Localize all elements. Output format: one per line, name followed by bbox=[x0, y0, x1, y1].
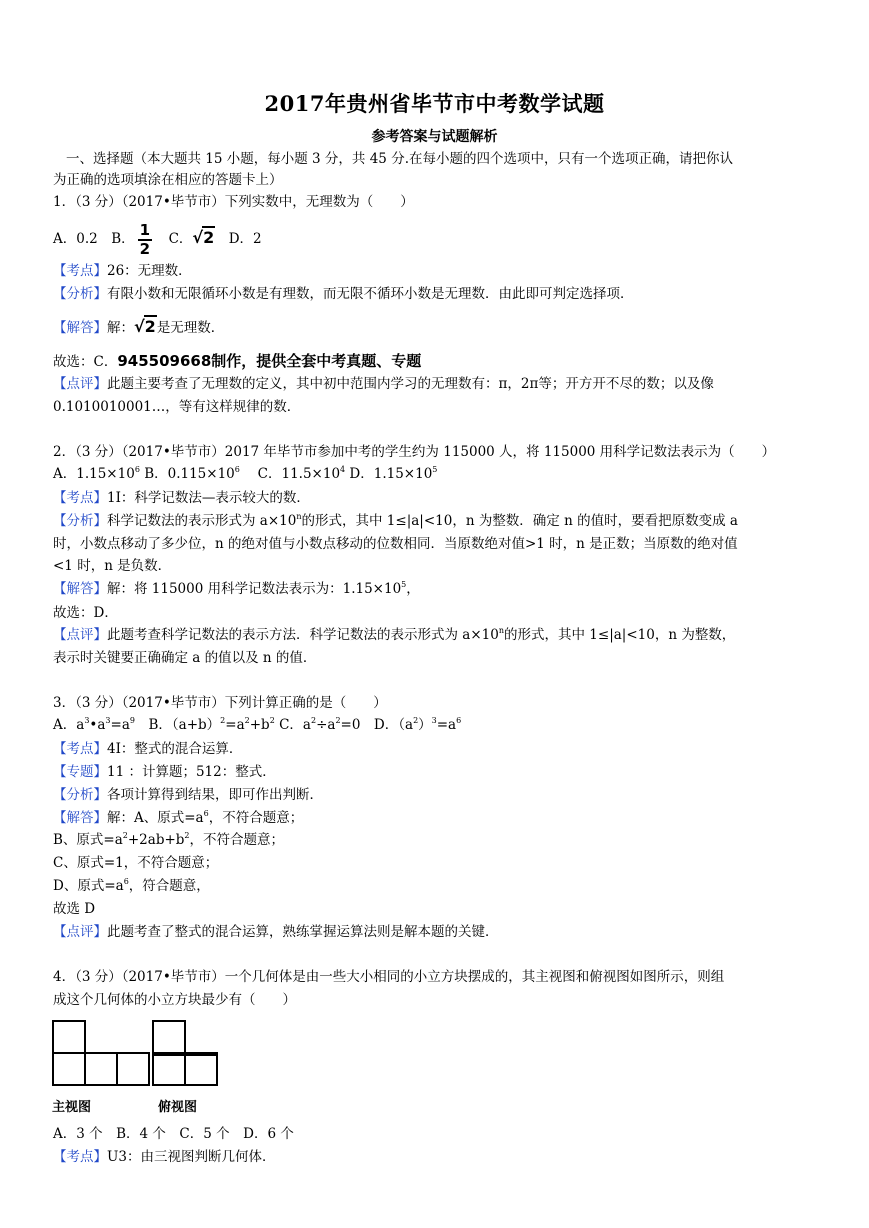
exponent: 5 bbox=[401, 580, 407, 589]
q2-kaodian bbox=[53, 489, 310, 507]
section-intro-line-1: 一、选择题（本大题共 15 小题，每小题 3 分，共 45 分.在每小题的四个选项中，只有一个选项正确，请把你认 bbox=[66, 151, 733, 167]
zhuanti-text: 11 ：计算题；512：整式． bbox=[107, 764, 276, 780]
q1-dianping-line-1 bbox=[53, 375, 714, 393]
exponent: 6 bbox=[203, 809, 209, 818]
exponent: 5 bbox=[432, 465, 438, 474]
exponent: 9 bbox=[129, 716, 135, 725]
page-subtitle: 参考答案与试题解析 bbox=[371, 129, 498, 145]
section-intro-line-2: 为正确的选项填涂在相应的答题卡上） bbox=[53, 172, 283, 188]
sqrt-symbol: √ bbox=[192, 228, 204, 247]
fenxi-tag: 【分析】 bbox=[53, 286, 107, 302]
q1-stem: 1．（3 分）（2017•毕节市）下列实数中，无理数为（ ） bbox=[53, 194, 414, 210]
q2-fenxi-line-2: 时，小数点移动了多少位，n 的绝对值与小数点移动的位数相同．当原数绝对值>1 时，n 是正数；当原数的绝对值 bbox=[53, 536, 738, 552]
q1-dianping-line-2: 0.1010010001…，等有这样规律的数． bbox=[53, 399, 301, 415]
q3-jieda-c: C、原式=1，不符合题意； bbox=[53, 855, 219, 871]
kaodian-tag: 【考点】 bbox=[53, 1149, 107, 1165]
q2-option-a: A．1.15×10 bbox=[53, 466, 135, 482]
q2-dianping-line-1 bbox=[53, 626, 735, 644]
dianping-text-cont: 的形式，其中 1≤|a|<10，n 为整数， bbox=[504, 627, 736, 643]
jieda-d-text: D、原式=a bbox=[53, 878, 124, 894]
q1-sqrt bbox=[192, 218, 215, 258]
q3-dianping bbox=[53, 923, 499, 941]
fenxi-text: 科学记数法的表示形式为 a×10 bbox=[107, 513, 297, 529]
q2-stem: 2．（3 分）（2017•毕节市）2017 年毕节市参加中考的学生约为 115000 人，将 115000 用科学记数法表示为（ ） bbox=[53, 444, 776, 460]
exponent: 2 bbox=[184, 831, 190, 840]
q2-fenxi-line-1 bbox=[53, 512, 738, 530]
fenxi-text: 有限小数和无限循环小数是有理数，而无限不循环小数是无理数．由此即可判定选择项． bbox=[107, 286, 634, 302]
jieda-suffix: 是无理数． bbox=[156, 320, 225, 336]
q3-choose: 故选 D bbox=[53, 901, 96, 917]
q3-fenxi bbox=[53, 786, 323, 804]
cube-square bbox=[52, 1052, 86, 1086]
q4-stem-line-2: 成这个几何体的小立方块最少有（ ） bbox=[53, 992, 296, 1008]
q3-zhuanti bbox=[53, 763, 276, 781]
q3-jieda-b bbox=[53, 831, 284, 849]
fraction-numerator: 1 bbox=[139, 220, 151, 239]
q3-option-text: ÷a bbox=[316, 717, 336, 733]
jieda-tag: 【解答】 bbox=[53, 320, 107, 336]
exponent: 2 bbox=[413, 716, 419, 725]
jieda-b-text: +2ab+b bbox=[127, 832, 185, 848]
jieda-sqrt bbox=[134, 318, 157, 336]
q2-choose: 故选：D． bbox=[53, 605, 118, 621]
exponent: 4 bbox=[340, 465, 346, 474]
jieda-d-text: ，符合题意， bbox=[128, 878, 210, 894]
main-view-caption: 主视图 bbox=[52, 1100, 92, 1115]
q2-option-d: D．1.15×10 bbox=[345, 466, 433, 482]
jieda-text: 解：将 115000 用科学记数法表示为：1.15×10 bbox=[107, 581, 402, 597]
q4-kaodian bbox=[53, 1148, 275, 1166]
jieda-b-text: ，不符合题意； bbox=[189, 832, 285, 848]
sqrt-symbol: √ bbox=[134, 317, 145, 336]
exponent: n bbox=[296, 512, 302, 521]
q2-jieda bbox=[53, 580, 420, 598]
q3-option-text: =a bbox=[110, 717, 130, 733]
exponent: 3 bbox=[84, 716, 90, 725]
jieda-prefix: 解： bbox=[107, 320, 134, 336]
fenxi-tag: 【分析】 bbox=[53, 787, 107, 803]
jieda-text: 解：A、原式=a bbox=[107, 810, 204, 826]
q2-options bbox=[53, 465, 437, 483]
q3-option-text: =a bbox=[225, 717, 245, 733]
exponent: 2 bbox=[310, 716, 317, 725]
exponent: 2 bbox=[244, 716, 250, 725]
cube-square bbox=[52, 1020, 86, 1054]
q3-stem: 3．（3 分）（2017•毕节市）下列计算正确的是（ ） bbox=[53, 695, 387, 711]
kaodian-text: 26：无理数． bbox=[107, 263, 192, 279]
kaodian-tag: 【考点】 bbox=[53, 490, 107, 506]
exponent: 3 bbox=[105, 716, 111, 725]
q3-option-text: +b bbox=[249, 717, 270, 733]
cube-square bbox=[184, 1054, 218, 1086]
fenxi-text: 各项计算得到结果，即可作出判断． bbox=[107, 787, 323, 803]
q3-jieda-d bbox=[53, 877, 210, 895]
exponent: 2 bbox=[122, 831, 128, 840]
q3-option-text: ） bbox=[418, 717, 432, 733]
q3-option-text: •a bbox=[89, 717, 106, 733]
jieda-tag: 【解答】 bbox=[53, 810, 107, 826]
choose-text: 故选：C． bbox=[53, 354, 118, 370]
exponent: 6 bbox=[456, 716, 462, 725]
q3-options bbox=[53, 716, 461, 734]
exponent: 2 bbox=[220, 716, 226, 725]
q4-options: A．3 个 B．4 个 C．5 个 D．6 个 bbox=[53, 1126, 294, 1142]
kaodian-text: U3：由三视图判断几何体． bbox=[107, 1149, 276, 1165]
jieda-text-cont: ，不符合题意； bbox=[208, 810, 304, 826]
sqrt-radicand: 2 bbox=[203, 228, 215, 247]
q1-option-c: C． bbox=[155, 231, 193, 247]
exponent: n bbox=[498, 626, 504, 635]
zhuanti-tag: 【专题】 bbox=[53, 764, 107, 780]
q1-choose bbox=[53, 352, 421, 371]
q4-stem-line-1: 4．（3 分）（2017•毕节市）一个几何体是由一些大小相同的小立方块摆成的，其主视图和俯视图如图所示，则组 bbox=[53, 969, 725, 985]
exponent: 6 bbox=[234, 465, 240, 474]
fenxi-tag: 【分析】 bbox=[53, 513, 107, 529]
q2-option-c: C．11.5×10 bbox=[239, 466, 341, 482]
q3-option-text: C．a bbox=[274, 717, 311, 733]
cube-square bbox=[152, 1054, 186, 1086]
dianping-text: 此题考查了整式的混合运算，熟练掌握运算法则是解本题的关键． bbox=[107, 924, 499, 940]
q2-fenxi-line-3: <1 时，n 是负数． bbox=[53, 558, 172, 574]
top-view-caption: 俯视图 bbox=[158, 1100, 198, 1115]
cube-square bbox=[152, 1020, 186, 1054]
kaodian-text: 1I：科学记数法—表示较大的数． bbox=[107, 490, 310, 506]
dianping-text: 此题主要考查了无理数的定义，其中初中范围内学习的无理数有：π，2π等；开方开不尽的数；以及像 bbox=[107, 376, 714, 392]
cube-square bbox=[84, 1052, 118, 1086]
fraction-denominator: 2 bbox=[139, 239, 151, 258]
dianping-text: 此题考查科学记数法的表示方法．科学记数法的表示形式为 a×10 bbox=[107, 627, 499, 643]
q1-option-d: D．2 bbox=[215, 231, 262, 247]
exponent: 6 bbox=[123, 877, 129, 886]
exponent: 2 bbox=[269, 716, 275, 725]
q1-kaodian bbox=[53, 262, 192, 280]
q3-kaodian bbox=[53, 740, 242, 758]
jieda-text-cont: ， bbox=[406, 581, 420, 597]
exponent: 3 bbox=[431, 716, 437, 725]
promo-text: 945509668制作，提供全套中考真题、专题 bbox=[117, 352, 422, 370]
kaodian-text: 4I：整式的混合运算． bbox=[107, 741, 243, 757]
q1-jieda bbox=[53, 318, 224, 337]
q1-options bbox=[53, 218, 262, 258]
dianping-tag: 【点评】 bbox=[53, 627, 107, 643]
fenxi-text-cont: 的形式，其中 1≤|a|<10，n 为整数．确定 n 的值时，要看把原数变成 a bbox=[301, 513, 738, 529]
exponent: 6 bbox=[134, 465, 140, 474]
jieda-b-text: B、原式=a bbox=[53, 832, 123, 848]
q1-fraction bbox=[138, 222, 152, 258]
dianping-tag: 【点评】 bbox=[53, 376, 107, 392]
q3-option-text: =a bbox=[436, 717, 457, 733]
q2-option-b: B．0.115×10 bbox=[139, 466, 235, 482]
q3-option-text: =0 D．（a bbox=[340, 717, 414, 733]
kaodian-tag: 【考点】 bbox=[53, 263, 107, 279]
q3-option-text: B．（a+b） bbox=[134, 717, 221, 733]
q3-jieda bbox=[53, 809, 303, 827]
sqrt-radicand: 2 bbox=[144, 317, 156, 336]
q2-dianping-line-2: 表示时关键要正确确定 a 的值以及 n 的值． bbox=[53, 650, 317, 666]
cube-square bbox=[116, 1052, 150, 1086]
q1-option-a-b: A．0.2 B． bbox=[53, 231, 135, 247]
dianping-tag: 【点评】 bbox=[53, 924, 107, 940]
exponent: 2 bbox=[335, 716, 341, 725]
page-title: 2017年贵州省毕节市中考数学试题 bbox=[264, 91, 605, 116]
kaodian-tag: 【考点】 bbox=[53, 741, 107, 757]
q3-option-text: A．a bbox=[53, 717, 85, 733]
q1-fenxi bbox=[53, 285, 634, 303]
jieda-tag: 【解答】 bbox=[53, 581, 107, 597]
